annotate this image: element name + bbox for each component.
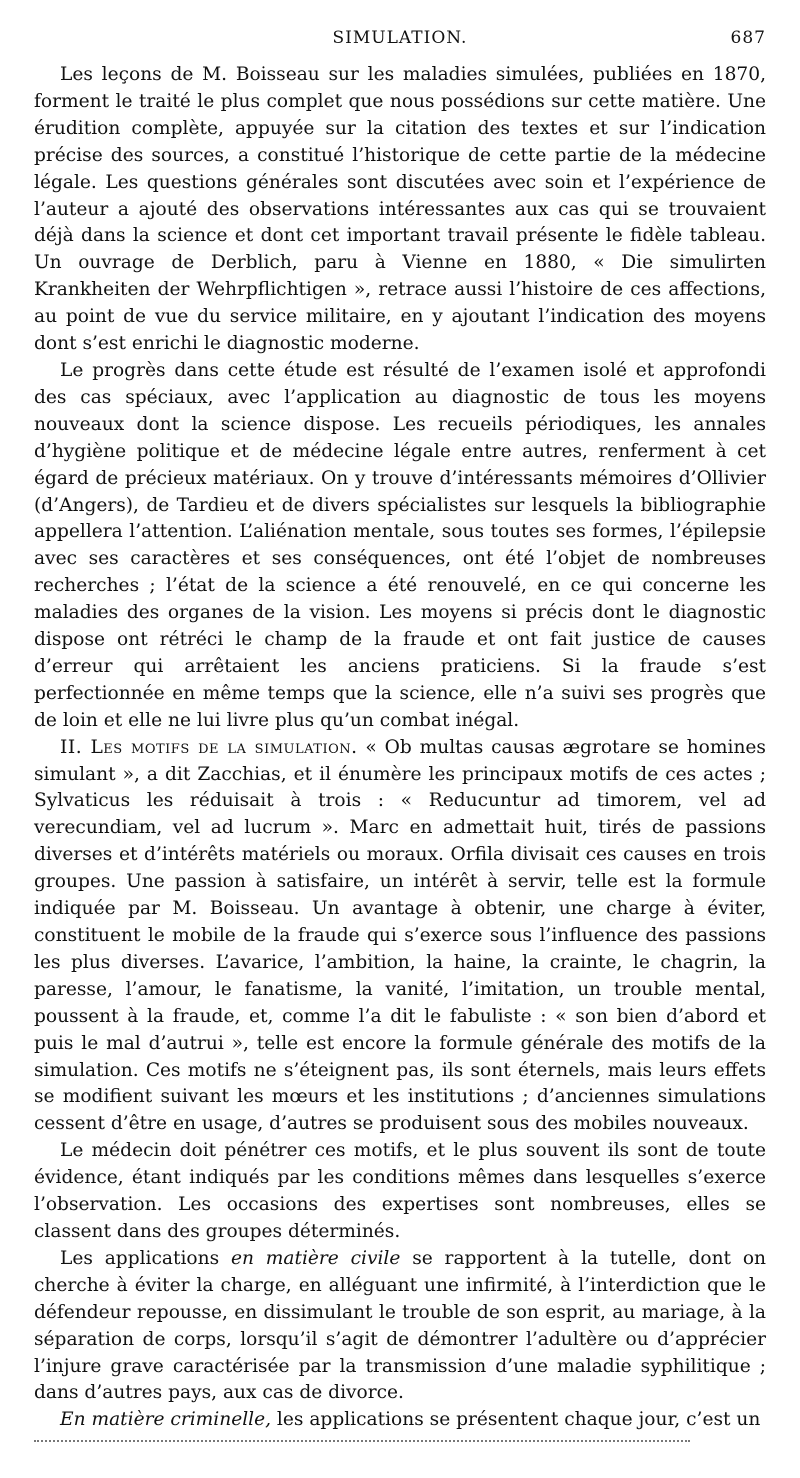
- footer-divider: [34, 1440, 690, 1442]
- paragraph-6-emphasis: En matière criminelle,: [60, 1409, 272, 1431]
- paragraph-3: [34, 735, 766, 1139]
- paragraph-1: Les leçons de M. Boisseau sur les maladies simulées, publiées en 1870, forment le traité le plus complet que nous possédions sur cette matière. Une érudition complète, appuyée sur la citation des textes et sur l’indication précise des sources, a constitué l’historique de cette partie de la médecine légale. Les questions générales sont discutées avec soin et l’expérience de l’auteur a ajouté des observations intéressantes aux cas qui se trouvaient déjà dans la science et dont cet important travail présente le fidèle tableau. Un ouvrage de Derblich, paru à Vienne en 1880, « Die simulirten Krankheiten der Wehrpflichtigen », retrace aussi l’histoire de ces affections, au point de vue du service militaire, en y ajoutant l’indication des moyens dont s’est enrichi le diagnostic moderne.: [34, 64, 766, 355]
- section-heading: II. Les motifs de la simulation.: [60, 736, 358, 758]
- paragraph-4: Le médecin doit pénétrer ces motifs, et le plus souvent ils sont de toute évidence, étant indiqués par les conditions mêmes dans lesquelles s’exerce l’observation. Les occasions des expertises sont nombreuses, elles se classent dans des groupes déterminés.: [34, 1140, 766, 1242]
- body-text: [34, 62, 766, 1434]
- paragraph-6-rest: les applications se présentent chaque jour, c’est un: [271, 1409, 761, 1431]
- page-number: 687: [730, 28, 766, 48]
- paragraph-6: [34, 1407, 766, 1434]
- paragraph-3-text: « Ob multas causas ægrotare se homines simulant », a dit Zacchias, et il énumère les principaux motifs de ces actes ; Sylvaticus les réduisait à trois : « Reducuntur ad timorem, vel ad verecundiam, vel ad lucrum ». Marc en admettait huit, tirés de passions diverses et d’intérêts matériels ou moraux. Orfila divisait ces causes en trois groupes. Une passion à satisfaire, un intérêt à servir, telle est la formule indiquée par M. Boisseau. Un avantage à obtenir, une charge à éviter, constituent le mobile de la fraude qui s’exerce sous l’influence des passions les plus diverses. L’avarice, l’ambition, la haine, la crainte, le chagrin, la paresse, l’amour, le fanatisme, la vanité, l’imitation, un trouble mental, poussent à la fraude, et, comme l’a dit le fabuliste : « son bien d’abord et puis le mal d’autrui », telle est encore la formule générale des motifs de la simulation. Ces motifs ne s’éteignent pas, ils sont éternels, mais leurs effets se modifient suivant les mœurs et les institutions ; d’anciennes simulations cessent d’être en usage, d’autres se produisent sous des mobiles nouveaux.: [34, 736, 766, 1135]
- running-header: [34, 26, 766, 56]
- paragraph-2: Le progrès dans cette étude est résulté de l’examen isolé et approfondi des cas spéciaux, avec l’application au diagnostic de tous les moyens nouveaux dont la science dispose. Les recueils périodiques, les annales d’hygiène politique et de médecine légale entre autres, renferment à cet égard de précieux matériaux. On y trouve d’intéressants mémoires d’Ollivier (d’Angers), de Tardieu et de divers spécialistes sur lesquels la bibliographie appellera l’attention. L’aliénation mentale, sous toutes ses formes, l’épilepsie avec ses caractères et ses conséquences, ont été l’objet de nombreuses recherches ; l’état de la science a été renouvelé, en ce qui concerne les maladies des organes de la vision. Les moyens si précis dont le diagnostic dispose ont rétréci le champ de la fraude et ont fait justice de causes d’erreur qui arrêtaient les anciens praticiens. Si la fraude s’est perfectionnée en même temps que la science, elle n’a suivi ses progrès que de loin et elle ne lui livre plus qu’un combat inégal.: [34, 359, 766, 731]
- paragraph-5-rest: se rapportent à la tutelle, dont on cherche à éviter la charge, en alléguant une infirmité, à l’interdiction que le défendeur repousse, en dissimulant le trouble de son esprit, au mariage, à la séparation de corps, lorsqu’il s’agit de démontrer l’adultère ou d’apprécier l’injure grave caractérisée par la transmission d’une maladie syphilitique ; dans d’autres pays, aux cas de divorce.: [34, 1247, 767, 1404]
- paragraph-5: [34, 1246, 766, 1407]
- paragraph-5-emphasis: en matière civile: [230, 1247, 401, 1269]
- running-title: SIMULATION.: [332, 28, 468, 48]
- paragraph-5-lead: Les applications: [60, 1247, 231, 1269]
